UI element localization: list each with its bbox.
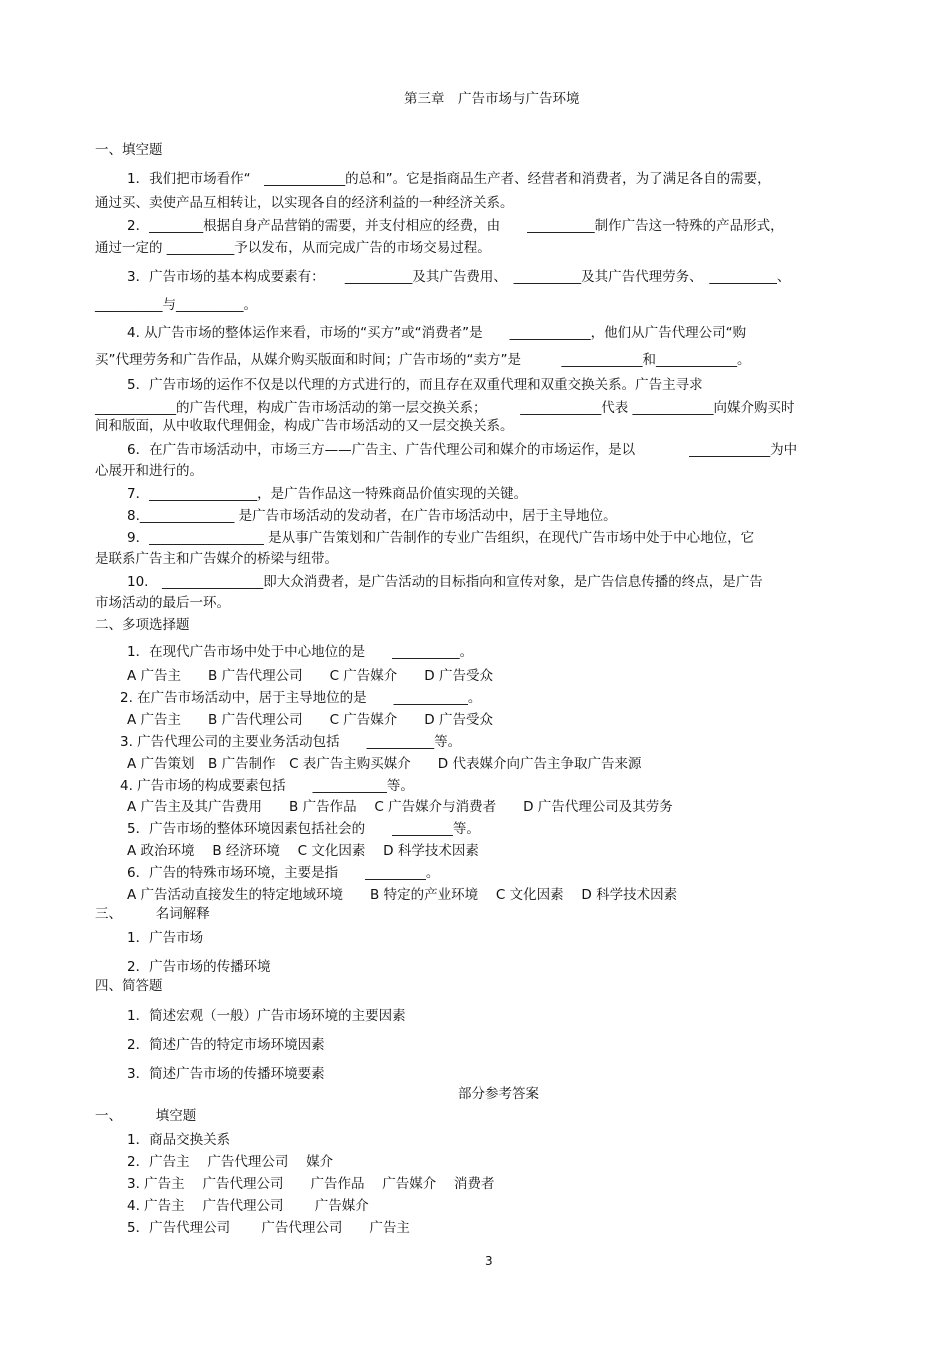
question-line: 4. 广告市场的构成要素包括 ___________等。 xyxy=(120,778,414,794)
question-line: 4. 从广告市场的整体运作来看，市场的“买方”或“消费者”是 ____________，他们从广告代理公司“购 xyxy=(127,325,747,341)
question-line: 通过买、卖使产品互相转让，以实现各自的经济利益的一种经济关系。 xyxy=(95,195,514,211)
question-line: 5．广告市场的运作不仅是以代理的方式进行的，而且存在双重代理和双重交换关系。广告主寻求 xyxy=(127,377,703,393)
options-line: A 广告主及其广告费用 B 广告作品 C 广告媒介与消费者 D 广告代理公司及其劳务 xyxy=(127,799,673,815)
answer-line: 3. 广告主 广告代理公司 广告作品 广告媒介 消费者 xyxy=(127,1176,495,1192)
question-line: 市场活动的最后一环。 xyxy=(95,595,230,611)
section-heading-fill-blank: 一、填空题 xyxy=(95,142,163,158)
options-line: A 政治环境 B 经济环境 C 文化因素 D 科学技术因素 xyxy=(127,843,479,859)
options-line: A 广告活动直接发生的特定地域环境 B 特定的产业环境 C 文化因素 D 科学技术因素 xyxy=(127,887,678,903)
question-line: 心展开和进行的。 xyxy=(95,463,203,479)
chapter-title: 第三章 广告市场与广告环境 xyxy=(404,91,580,107)
options-line: A 广告主 B 广告代理公司 C 广告媒介 D 广告受众 xyxy=(127,668,493,684)
question-line: 3．广告市场的基本构成要素有： __________及其广告费用、 __________及其广告代理劳务、 __________、 xyxy=(127,269,791,285)
question-line: 1．广告市场 xyxy=(127,930,204,946)
question-line: 6．广告的特殊市场环境，主要是指 _________。 xyxy=(127,865,440,881)
answer-line: 2．广告主 广告代理公司 媒介 xyxy=(127,1154,334,1170)
question-line: 10. _______________即大众消费者，是广告活动的目标指向和宣传对象，是广告信息传播的终点，是广告 xyxy=(127,574,763,590)
question-line: 间和版面，从中收取代理佣金，构成广告市场活动的又一层交换关系。 xyxy=(95,418,514,434)
options-line: A 广告主 B 广告代理公司 C 广告媒介 D 广告受众 xyxy=(127,712,493,728)
question-line: 2．广告市场的传播环境 xyxy=(127,959,271,975)
question-line: 5．广告市场的整体环境因素包括社会的 _________等。 xyxy=(127,821,480,837)
section-heading-terms: 三、 名词解释 xyxy=(95,906,210,922)
question-line: 9．_________________ 是从事广告策划和广告制作的专业广告组织，在现代广告市场中处于中心地位，它 xyxy=(127,530,755,546)
question-line: 8.______________ 是广告市场活动的发动者，在广告市场活动中，居于主导地位。 xyxy=(127,508,617,524)
question-line: 1．在现代广告市场中处于中心地位的是 __________。 xyxy=(127,644,474,660)
page-number: 3 xyxy=(485,1254,493,1268)
answers-section-heading: 一、 填空题 xyxy=(95,1108,197,1124)
section-heading-multiple-choice: 二、多项选择题 xyxy=(95,617,190,633)
question-line: 7．________________，是广告作品这一特殊商品价值实现的关键。 xyxy=(127,486,528,502)
answers-heading: 部分参考答案 xyxy=(458,1086,539,1102)
question-line: 2．简述广告的特定市场环境因素 xyxy=(127,1037,325,1053)
question-line: 2. 在广告市场活动中，居于主导地位的是 ___________。 xyxy=(120,690,482,706)
question-line: 3. 广告代理公司的主要业务活动包括 __________等。 xyxy=(120,734,462,750)
question-line: 是联系广告主和广告媒介的桥梁与纽带。 xyxy=(95,551,338,567)
answer-line: 5．广告代理公司 广告代理公司 广告主 xyxy=(127,1220,410,1236)
question-line: __________与__________。 xyxy=(95,297,257,313)
question-line: 1．简述宏观（一般）广告市场环境的主要因素 xyxy=(127,1008,406,1024)
answer-line: 4. 广告主 广告代理公司 广告媒介 xyxy=(127,1198,369,1214)
question-line: 3．简述广告市场的传播环境要素 xyxy=(127,1066,325,1082)
question-line: ____________的广告代理，构成广告市场活动的第一层交换关系； ____________代表 ____________向媒介购买时 xyxy=(95,400,795,416)
question-line: 通过一定的 __________予以发布，从而完成广告的市场交易过程。 xyxy=(95,240,491,256)
answer-line: 1．商品交换关系 xyxy=(127,1132,231,1148)
question-line: 买”代理劳务和广告作品，从媒介购买版面和时间；广告市场的“卖方”是 ____________和____________。 xyxy=(95,352,751,368)
question-line: 1．我们把市场看作“ ____________的总和”。它是指商品生产者、经营者和消费者，为了满足各自的需要， xyxy=(127,171,771,187)
section-heading-short-answer: 四、简答题 xyxy=(95,978,163,994)
question-line: 2．________根据自身产品营销的需要，并支付相应的经费，由 __________制作广告这一特殊的产品形式， xyxy=(127,218,784,234)
question-line: 6．在广告市场活动中，市场三方——广告主、广告代理公司和媒介的市场运作，是以 ____________为中 xyxy=(127,442,798,458)
options-line: A 广告策划 B 广告制作 C 表广告主购买媒介 D 代表媒介向广告主争取广告来源 xyxy=(127,756,642,772)
